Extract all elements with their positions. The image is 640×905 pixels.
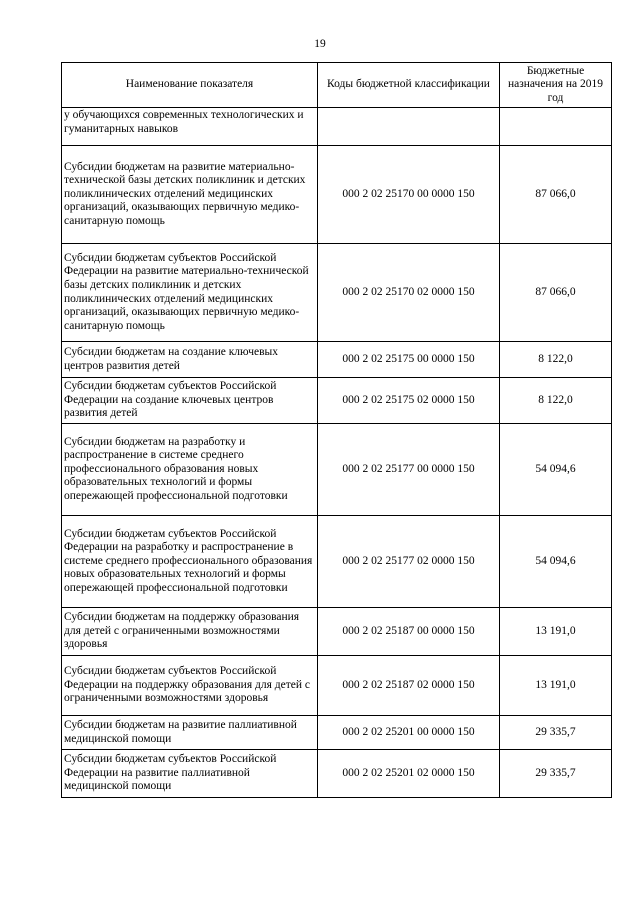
- table-header-row: [62, 63, 612, 108]
- row-name: Субсидии бюджетам субъектов Российской Федерации на развитие материально-технической базы детских поликлиник и детских поликлинических отделений медицинских организаций, оказывающих первичную медико-санитарную помощь: [62, 244, 318, 342]
- table-row: [62, 244, 612, 342]
- row-amount: 87 066,0: [500, 244, 612, 342]
- header-amount: Бюджетные назначения на 2019 год: [500, 63, 612, 108]
- page-number: 19: [314, 38, 326, 50]
- row-name: Субсидии бюджетам на разработку и распространение в системе среднего профессионального образования новых образовательных технологий и формы опережающей профессиональной подготовки: [62, 424, 318, 516]
- table-row: [62, 424, 612, 516]
- row-code: [318, 108, 500, 146]
- row-amount: 54 094,6: [500, 424, 612, 516]
- row-code: 000 2 02 25170 02 0000 150: [318, 244, 500, 342]
- table-row: [62, 146, 612, 244]
- row-name: Субсидии бюджетам на создание ключевых центров развития детей: [62, 342, 318, 378]
- table-row: [62, 656, 612, 716]
- row-code: 000 2 02 25201 02 0000 150: [318, 750, 500, 798]
- table-row: [62, 750, 612, 798]
- row-code: 000 2 02 25177 00 0000 150: [318, 424, 500, 516]
- row-amount: 87 066,0: [500, 146, 612, 244]
- row-name: Субсидии бюджетам субъектов Российской Федерации на поддержку образования для детей с ограниченными возможностями здоровья: [62, 656, 318, 716]
- row-amount: 13 191,0: [500, 608, 612, 656]
- row-code: 000 2 02 25187 02 0000 150: [318, 656, 500, 716]
- header-code: Коды бюджетной классификации: [318, 63, 500, 108]
- row-code: 000 2 02 25187 00 0000 150: [318, 608, 500, 656]
- table-row: [62, 342, 612, 378]
- row-name: Субсидии бюджетам на развитие паллиативной медицинской помощи: [62, 716, 318, 750]
- row-name: Субсидии бюджетам на развитие материально-технической базы детских поликлиник и детских поликлинических отделений медицинских организаций, оказывающих первичную медико-санитарную помощь: [62, 146, 318, 244]
- row-name: у обучающихся современных технологических и гуманитарных навыков: [62, 108, 318, 146]
- budget-table: [61, 62, 612, 798]
- row-name: Субсидии бюджетам субъектов Российской Федерации на разработку и распространение в системе среднего профессионального образования новых образовательных технологий и формы опережающей профессиональной подготовки: [62, 516, 318, 608]
- row-code: 000 2 02 25170 00 0000 150: [318, 146, 500, 244]
- row-name: Субсидии бюджетам на поддержку образования для детей с ограниченными возможностями здоровья: [62, 608, 318, 656]
- row-code: 000 2 02 25175 00 0000 150: [318, 342, 500, 378]
- row-amount: 13 191,0: [500, 656, 612, 716]
- table-row: [62, 716, 612, 750]
- table-row: [62, 378, 612, 424]
- table-row: [62, 516, 612, 608]
- row-amount: 8 122,0: [500, 342, 612, 378]
- row-amount: [500, 108, 612, 146]
- row-name: Субсидии бюджетам субъектов Российской Федерации на создание ключевых центров развития детей: [62, 378, 318, 424]
- row-amount: 54 094,6: [500, 516, 612, 608]
- row-code: 000 2 02 25201 00 0000 150: [318, 716, 500, 750]
- header-name: Наименование показателя: [62, 63, 318, 108]
- table-row: [62, 108, 612, 146]
- row-amount: 8 122,0: [500, 378, 612, 424]
- row-code: 000 2 02 25177 02 0000 150: [318, 516, 500, 608]
- row-code: 000 2 02 25175 02 0000 150: [318, 378, 500, 424]
- table-row: [62, 608, 612, 656]
- row-amount: 29 335,7: [500, 750, 612, 798]
- row-amount: 29 335,7: [500, 716, 612, 750]
- row-name: Субсидии бюджетам субъектов Российской Федерации на развитие паллиативной медицинской помощи: [62, 750, 318, 798]
